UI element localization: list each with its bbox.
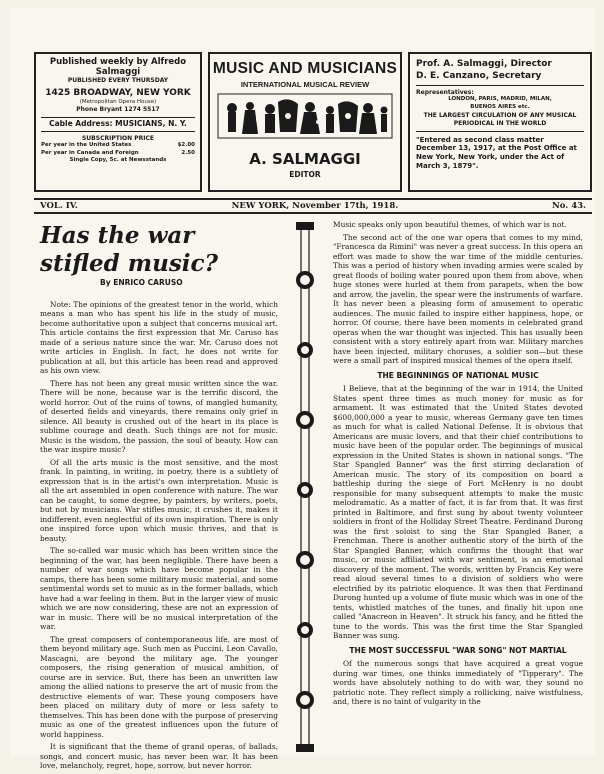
price-foreign-value: 2.50 xyxy=(181,149,195,156)
section-heading: THE BEGINNINGS OF NATIONAL MUSIC xyxy=(377,370,539,380)
price-foreign-row xyxy=(41,150,195,157)
article-byline: By ENRICO CARUSO xyxy=(100,278,183,287)
article-headline: Has the war stifled music? xyxy=(40,222,218,277)
secretary-line: D. E. Canzano, Secretary xyxy=(416,71,542,82)
nameplate-box xyxy=(208,52,402,192)
office-address: 1425 BROADWAY, NEW YORK xyxy=(45,88,191,99)
phone-label: Phone xyxy=(76,106,98,114)
musicians-frieze-illustration xyxy=(218,94,392,138)
paragraph: Of all the arts music is the most sensitive, and the most frank. In painting, in writing, in poetry, there is a subtlety of expression that is in the artist's own interpretation. Music is all the art assembled in open conference with nature. The war can be caught, to some degree, by painters, by writers, poets, but not by musicians. War stifles music, it crushes it, makes it indifferent, even neglectful of its own inspiration. There is only one inspired force upon which music thrives, and that is beauty. xyxy=(40,457,278,543)
price-us-row xyxy=(41,142,195,149)
masthead xyxy=(10,8,595,186)
circulation-claim: THE LARGEST CIRCULATION OF ANY MUSICAL PERIODICAL IN THE WORLD xyxy=(416,112,584,132)
publisher-line: Published weekly by Alfredo Salmaggi xyxy=(49,57,187,77)
volume-number: VOL. IV. xyxy=(40,201,78,211)
paragraph: The so-called war music which has been written since the beginning of the war, has been negligible. There have been a number of war songs which have become popular in the camps, there has been some military music material, and some sentimental words set to music as in the former ballads, which have had a war feeling in them. But in the larger view of music which we are now considering, these are not an expression of war in music. There will be no musical interpretation of the war. xyxy=(40,546,278,631)
editor-label: EDITOR xyxy=(289,170,321,179)
section-heading: THE MOST SUCCESSFUL "WAR SONG" NOT MARTIAL xyxy=(349,645,567,655)
directors-box xyxy=(408,52,592,192)
publisher-info-box xyxy=(34,52,202,192)
ornamental-column-divider xyxy=(288,220,322,756)
director-line: Prof. A. Salmaggi, Director xyxy=(416,59,552,69)
phone-numbers: Bryant 1274 5517 xyxy=(99,106,160,114)
single-copy-price: Single Copy, 5c. at Newsstands xyxy=(69,156,167,163)
paragraph-continued: Music speaks only upon beautiful themes, of which war is not. xyxy=(333,220,567,229)
staff-list xyxy=(416,58,584,86)
cable-address: Cable Address: MUSICIANS, N. Y. xyxy=(41,117,195,132)
cities-line-2: BUENOS AIRES etc. xyxy=(470,103,530,110)
newspaper-subtitle: INTERNATIONAL MUSICAL REVIEW xyxy=(240,80,370,89)
price-us-value: $2.00 xyxy=(177,142,195,149)
cities-line-1: LONDON, PARIS, MADRID, MILAN, xyxy=(448,96,552,103)
article-left-column xyxy=(40,220,278,774)
article-right-column xyxy=(333,220,583,710)
paragraph: The great composers of contemporaneous life, are most of them beyond military age. Such men as Puccini, Leon Cavallo, Mascagni, are beyond the military age. The younger composers, the rising generation of musical ambition, of course are in service. But, there has been an unwritten law among the allied nations to preserve the art of music from the destructive elements of war. These young composers have been placed on military duty of more or less safety to themselves. This has been done with the purpose of preserving music as one of the greatest influences upon the future of world happiness. xyxy=(40,634,278,739)
paragraph: It is significant that the theme of grand operas, of ballads, songs, and concert music, has never been war. It has been love, melancholy, regret, hope, sorrow, but never horror. xyxy=(40,742,278,770)
issue-number: No. 43. xyxy=(552,201,586,211)
paragraph: Of the numerous songs that have acquired a great vogue during war times, one thinks immediately of "Tipperary". The words have absolutely nothing to do with war, they sound no patriotic note. They reflect simply a rollicking, naive wistfulness, and, there is no taint of vulgarity in the xyxy=(333,659,583,706)
price-us-label: Per year in the United States xyxy=(41,142,132,149)
price-foreign-label: Per year in Canada and Foreign xyxy=(41,149,139,156)
postal-entry-notice: "Entered as second class matter December 13, 1917, at the Post Office at New York, New York, under the Act of March 3, 1879". xyxy=(416,135,577,170)
subscription-heading: SUBSCRIPTION PRICE xyxy=(81,134,155,142)
newspaper-page xyxy=(10,8,595,770)
office-building: (Metropolitan Opera House) xyxy=(79,98,157,105)
paragraph: There has not been any great music written since the war. There will be none, because war is the terrific discord, the world horror. Out of the ruins of towns, of mangled humanity, of deserted fields and vineyards, there remains only grief in silence. All beauty is crushed out of the heart in its place is sublime courage and death. Such things are not for music. Music is the wisdom, the passion, the soul of beauty. How can the war inspire music? xyxy=(40,378,278,454)
paragraph: The second act of the one war opera that comes to my mind, "Francesca da Rimini" was never a great success. In this opera an effort was made to show the war time of the middle centuries. This was a period of history when invading armies were scaled by great floods of boiling water poured upon them from above, when huge stones were hurled at them from parapets, when the bow and arrow, the javelin, the spear were the instruments of warfare. It has never been a pleasing form of amusement to operatic audiences. The music failed to inspire either happiness, hope, or horror. Of course, there have been moments in celebrated grand operas when the war thought was injected. This has usually been consistent with a story entirely apart from war. Military marches have been injected, military choruses, a soldier son—but these were a small part of inspired musical themes of the opera itself. xyxy=(333,232,583,365)
dateline-bar xyxy=(34,198,592,214)
publish-day: PUBLISHED EVERY THURSDAY xyxy=(67,76,169,84)
representatives-label: Representatives: xyxy=(416,89,474,97)
paragraph-note: Note: The opinions of the greatest tenor in the world, which means a man who has spent his life in the study of music, become authoritative upon a subject that concerns musical art. This article contains the first expression that Mr. Caruso has made of a serious nature since the war. Mr. Caruso does not write articles in English. In fact, he does not write for publication at all, but this article has been read and approved as his own view. xyxy=(40,299,278,375)
newspaper-title: MUSIC AND MUSICIANS xyxy=(212,60,398,77)
issue-date: NEW YORK, November 17th, 1918. xyxy=(231,201,399,211)
phone-line xyxy=(41,107,195,114)
editor-name: A. SALMAGGI xyxy=(249,150,361,168)
paragraph: I Believe, that at the beginning of the war in 1914, the United States spent three times as much money for music as for armament. It was estimated that the United States devoted $600,000,000 a year to music, whereas Germany gave ten times as much for what is called National Defense. It is obvious that Americans are music lovers, and that their chief contributions to music have been of the popular order. The beginnings of musical expression in the United States is shown in national songs. "The Star Spangled Banner" was the first stirring declaration of American music. The story of its composition on board a battleship during the siege of Fort McHenry is no doubt responsible for many subsequent attempts to make the music melodramatic. As a matter of fact, it is far from that. It was first printed in Baltimore, and first sung by about twenty volunteer soldiers in front of the Holliday Street Theatre. Ferdinand Durong was the first soloist to sing the Star Spangled Baner, a Frenchman. There is another authentic story of the birth of the Star Spangled Banner, which confirms the thought that war music, or music affiliated with war sentiment, is an emotional discovery of the moment. The words, written by Francis Key were read aloud several times to a division of soldiers who were electrified by its patriotic eloquence. It was then that Ferdinand Durong hunted up a volume of flute music which was in one of the tents, whistled matches of the tunes, and finally hit upon one called "Anacreon in Heaven". It struck his fancy, and he fitted the tune to the words. This was the first time the Star Spangled Banner was sung. xyxy=(333,384,583,640)
